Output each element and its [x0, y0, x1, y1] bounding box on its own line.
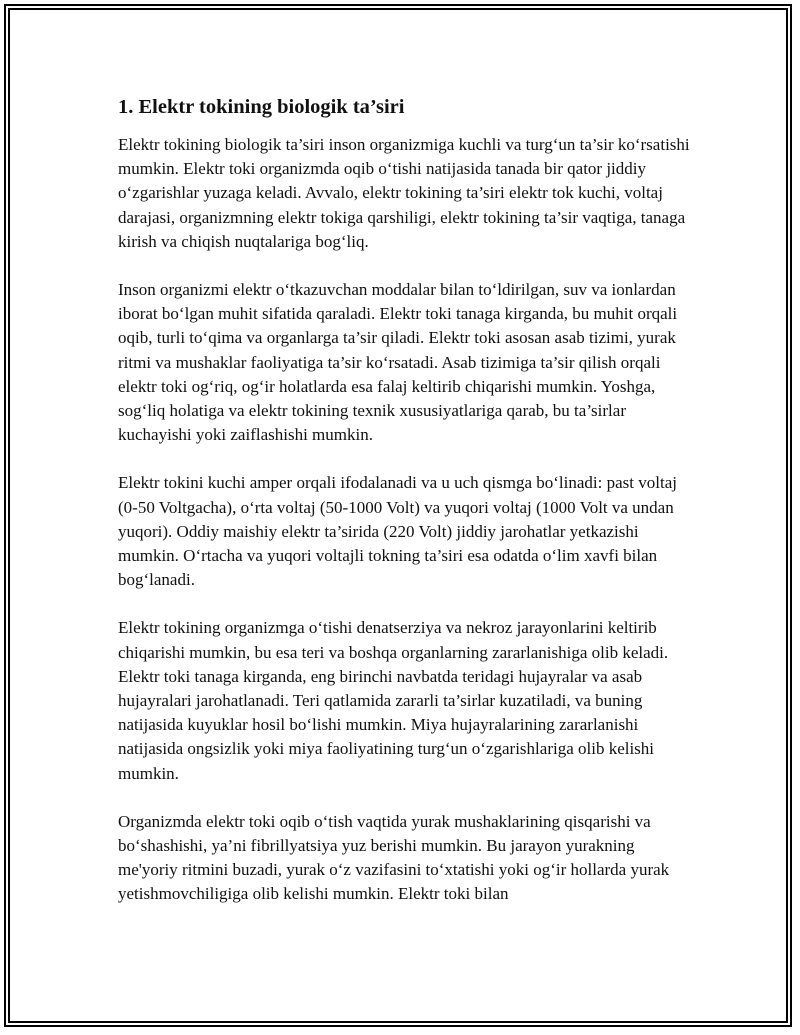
document-body	[118, 93, 690, 907]
paragraph-3: Elektr tokini kuchi amper orqali ifodalanadi va u uch qismga bo‘linadi: past voltaj (0-50 Voltgacha), o‘rta voltaj (50-1000 Volt) va yuqori voltaj (1000 Volt va undan yuqori). Oddiy maishiy elektr ta’sirida (220 Volt) jiddiy jarohatlar yetkazishi mumkin. O‘rtacha va yuqori voltajli tokning ta’siri esa odatda o‘lim xavfi bilan bog‘lanadi.	[118, 473, 677, 590]
section-heading: 1. Elektr tokining biologik ta’siri	[118, 96, 405, 118]
paragraph-4: Elektr tokining organizmga o‘tishi denatserziya va nekroz jarayonlarini keltirib chiqarishi mumkin, bu esa teri va boshqa organlarning zararlanishiga olib keladi. Elektr toki tanaga kirganda, eng birinchi navbatda teridagi hujayralar va asab hujayralari jarohatlanadi. Teri qatlamida zararli ta’sirlar kuzatiladi, va buning natijasida kuyuklar hosil bo‘lishi mumkin. Miya hujayralarining zararlanishi natijasida ongsizlik yoki miya faoliyatining turg‘un o‘zgarishlariga olib kelishi mumkin.	[118, 618, 669, 783]
paragraph-2: Inson organizmi elektr o‘tkazuvchan moddalar bilan to‘ldirilgan, suv va ionlardan iborat bo‘lgan muhit sifatida qaraladi. Elektr toki tanaga kirganda, bu muhit orqali oqib, turli to‘qima va organlarga ta’sir qiladi. Elektr toki asosan asab tizimi, yurak ritmi va mushaklar faoliyatiga ta’sir ko‘rsatadi. Asab tizimiga ta’sir qilish orqali elektr toki og‘riq, og‘ir holatlarda esa falaj keltirib chiqarishi mumkin. Yoshga, sog‘liq holatiga va elektr tokining texnik xususiyatlariga qarab, bu ta’sirlar kuchayishi yoki zaiflashishi mumkin.	[118, 280, 678, 445]
paragraph-1: Elektr tokining biologik ta’siri inson organizmiga kuchli va turg‘un ta’sir ko‘rsatishi mumkin. Elektr toki organizmda oqib o‘tishi natijasida tanada bir qator jiddiy o‘zgarishlar yuzaga keladi. Avvalo, elektr tokining ta’siri elektr tok kuchi, voltaj darajasi, organizmning elektr tokiga qarshiligi, elektr tokining ta’sir vaqtiga, tanaga kirish va chiqish nuqtalariga bog‘liq.	[118, 135, 690, 251]
paragraph-5: Organizmda elektr toki oqib o‘tish vaqtida yurak mushaklarining qisqarishi va bo‘shashishi, ya’ni fibrillyatsiya yuz berishi mumkin. Bu jarayon yurakning me'yoriy ritmini buzadi, yurak o‘z vazifasini to‘xtatishi yoki og‘ir hollarda yurak yetishmovchiligiga olib kelishi mumkin. Elektr toki bilan	[118, 811, 670, 904]
